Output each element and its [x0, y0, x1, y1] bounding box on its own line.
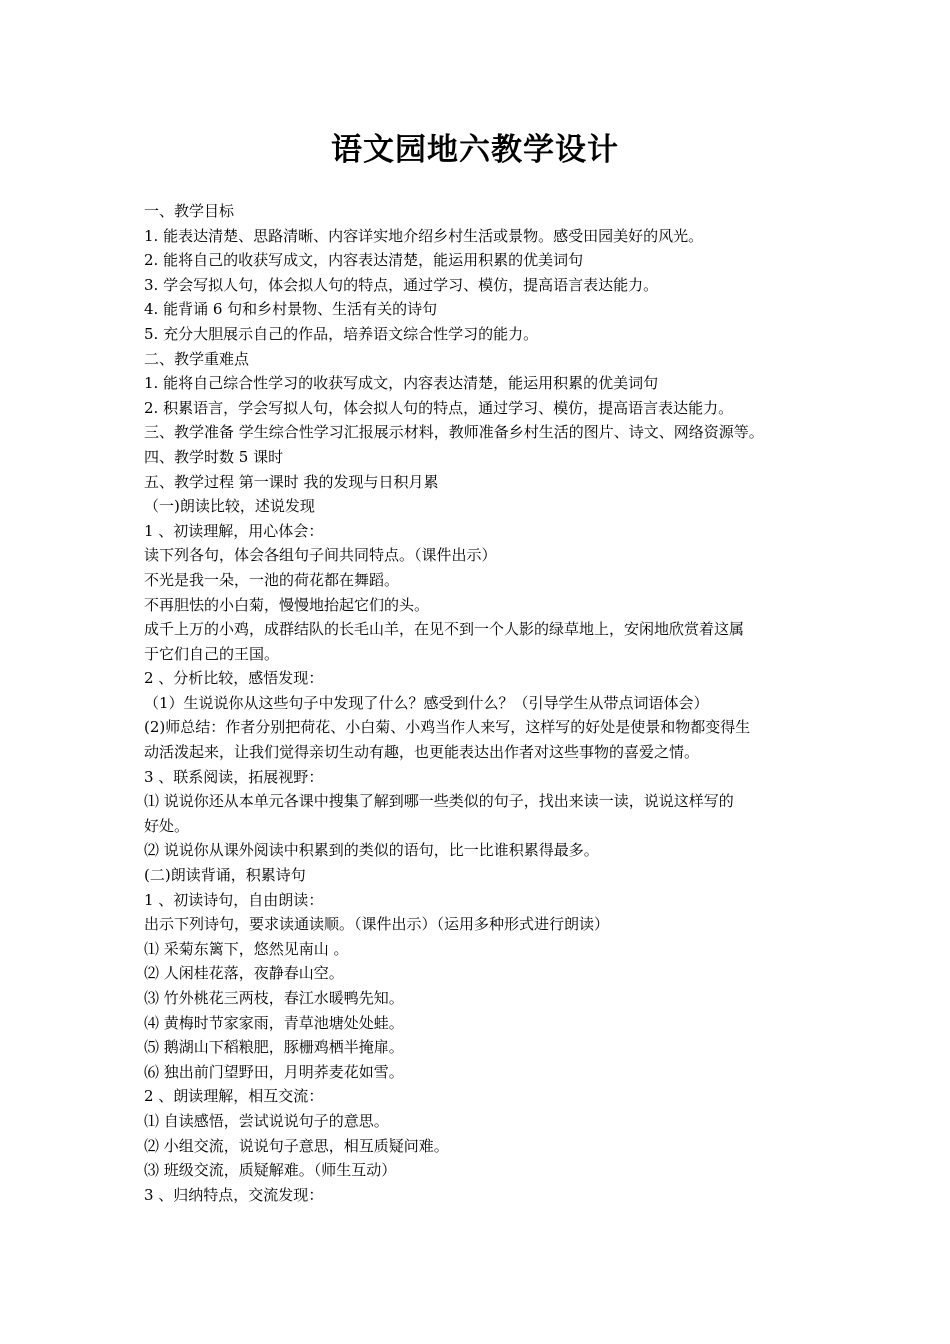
text-line: 2. 能将自己的收获写成文，内容表达清楚，能运用积累的优美词句 — [144, 251, 584, 270]
text-line: 3 、归纳特点，交流发现： — [144, 1185, 324, 1204]
text-line: 成千上万的小鸡，成群结队的长毛山羊，在见不到一个人影的绿草地上，安闲地欣赏着这属 — [144, 620, 745, 639]
text-line: （一)朗读比较，述说发现 — [144, 497, 315, 516]
text-line: ⑴ 自读感悟，尝试说说句子的意思。 — [144, 1111, 389, 1130]
text-line: 5. 充分大胆展示自己的作品，培养语文综合性学习的能力。 — [144, 324, 539, 343]
text-line: 1. 能表达清楚、思路清晰、内容详实地介绍乡村生活或景物。感受田园美好的风光。 — [144, 226, 704, 245]
text-line: 2. 积累语言，学会写拟人句，体会拟人句的特点，通过学习、模仿，提高语言表达能力。 — [144, 398, 734, 417]
text-line: ⑵ 说说你从课外阅读中积累到的类似的语句，比一比谁积累得最多。 — [144, 841, 599, 860]
text-line: 读下列各句，体会各组句子间共同特点。（课件出示） — [144, 546, 497, 565]
document-body — [144, 199, 814, 1207]
text-line: ⑵ 人闲桂花落，夜静春山空。 — [144, 964, 344, 983]
text-line: 四、教学时数 5 课时 — [144, 447, 284, 466]
text-line: ⑴ 说说你还从本单元各课中搜集了解到哪一些类似的句子，找出来读一读，说说这样写的 — [144, 792, 734, 811]
text-line: 二、教学重难点 — [144, 349, 250, 368]
text-line: （1）生说说你从这些句子中发现了什么？感受到什么？（引导学生从带点词语体会） — [144, 693, 709, 712]
text-line: ⑵ 小组交流，说说句子意思，相互质疑问难。 — [144, 1136, 449, 1155]
text-line: ⑴ 采菊东篱下，悠然见南山 。 — [144, 939, 349, 958]
text-line: 2 、朗读理解，相互交流： — [144, 1087, 324, 1106]
text-line: 不再胆怯的小白菊，慢慢地抬起它们的头。 — [144, 595, 430, 614]
text-line: 动活泼起来，让我们觉得亲切生动有趣，也更能表达出作者对这些事物的喜爱之情。 — [144, 743, 700, 762]
text-line: 出示下列诗句，要求读通读顺。（课件出示）（运用多种形式进行朗读） — [144, 915, 610, 934]
document-title: 语文园地六教学设计 — [331, 132, 619, 168]
text-line: (2)师总结：作者分别把荷花、小白菊、小鸡当作人来写，这样写的好处是使景和物都变得生 — [144, 718, 751, 737]
text-line: 3 、联系阅读，拓展视野： — [144, 767, 324, 786]
text-line: ⑹ 独出前门望野田，月明荞麦花如雪。 — [144, 1062, 404, 1081]
text-line: ⑸ 鹅湖山下稻粮肥，豚栅鸡栖半掩扉。 — [144, 1038, 404, 1057]
text-line: ⑶ 竹外桃花三两枝，春江水暖鸭先知。 — [144, 989, 404, 1007]
text-line: 1 、初读诗句，自由朗读： — [144, 890, 324, 909]
text-line: 于它们自己的王国。 — [144, 644, 280, 663]
text-line: 1. 能将自己综合性学习的收获写成文，内容表达清楚，能运用积累的优美词句 — [144, 374, 659, 393]
text-line: (二)朗读背诵，积累诗句 — [144, 866, 306, 885]
text-line: ⑶ 班级交流，质疑解难。（师生互动） — [144, 1161, 397, 1180]
text-line: ⑷ 黄梅时节家家雨，青草池塘处处蛙。 — [144, 1013, 404, 1032]
text-line: 1 、初读理解，用心体会： — [144, 521, 324, 540]
text-line: 好处。 — [144, 816, 190, 835]
text-line: 2 、分析比较，感悟发现： — [144, 669, 324, 688]
text-line: 不光是我一朵，一池的荷花都在舞蹈。 — [144, 570, 400, 589]
text-line: 五、教学过程 第一课时 我的发现与日积月累 — [144, 472, 439, 491]
text-line: 3. 学会写拟人句，体会拟人句的特点，通过学习、模仿，提高语言表达能力。 — [144, 275, 659, 294]
text-line: 一、教学目标 — [144, 202, 235, 220]
text-line: 三、教学准备 学生综合性学习汇报展示材料，教师准备乡村生活的图片、诗文、网络资源等。 — [144, 423, 764, 442]
text-line: 4. 能背诵 6 句和乡村景物、生活有关的诗句 — [144, 300, 438, 319]
